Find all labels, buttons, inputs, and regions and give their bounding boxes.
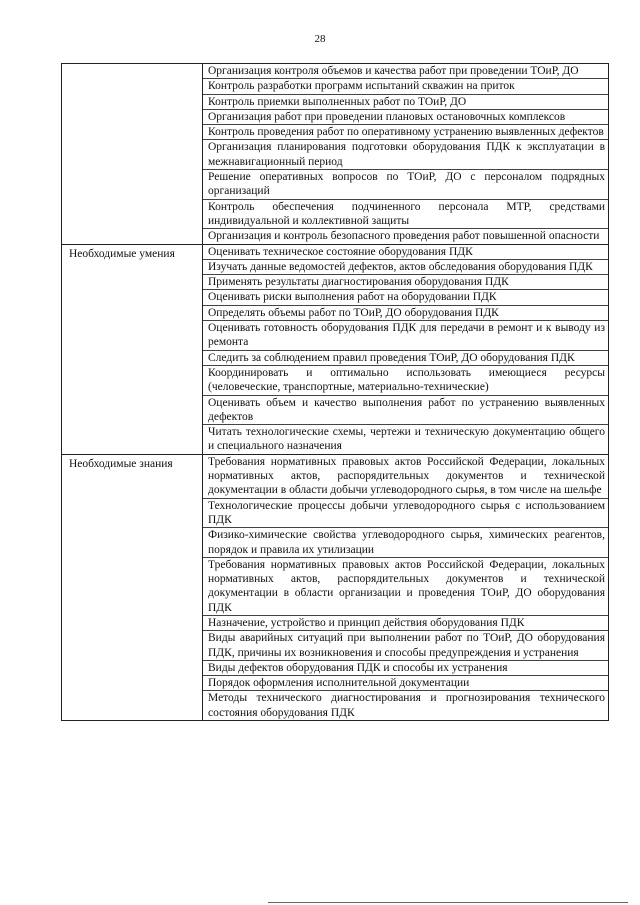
table-row: Организация работ при проведении плановых остановочных комплексов (203, 109, 608, 124)
table-row: Оценивать риски выполнения работ на оборудовании ПДК (203, 289, 608, 304)
table-row: Решение оперативных вопросов по ТОиР, ДО с персоналом подрядных организаций (203, 169, 608, 199)
table-row: Определять объемы работ по ТОиР, ДО оборудования ПДК (203, 305, 608, 320)
table-row: Контроль проведения работ по оперативному устранению выявленных дефектов (203, 124, 608, 139)
table-row: Назначение, устройство и принцип действия оборудования ПДК (203, 615, 608, 630)
competency-table (61, 63, 609, 721)
table-row: Следить за соблюдением правил проведения ТОиР, ДО оборудования ПДК (203, 350, 608, 365)
section-items (203, 455, 608, 720)
section-label (62, 64, 203, 244)
table-row: Методы технического диагностирования и прогнозирования технического состояния оборудования ПДК (203, 690, 608, 720)
section-labor-actions (62, 64, 608, 244)
table-row: Контроль обеспечения подчиненного персонала МТР, средствами индивидуальной и коллективной защиты (203, 199, 608, 229)
table-row: Организация и контроль безопасного проведения работ повышенной опасности (203, 228, 608, 243)
table-row: Порядок оформления исполнительной документации (203, 675, 608, 690)
section-required-skills (62, 244, 608, 454)
table-row: Оценивать готовность оборудования ПДК для передачи в ремонт и к выводу из ремонта (203, 320, 608, 350)
table-row: Читать технологические схемы, чертежи и техническую документацию общего и специального назначения (203, 424, 608, 454)
section-label: Необходимые знания (62, 455, 203, 720)
table-row: Физико-химические свойства углеводородного сырья, химических реагентов, порядок и правила их утилизации (203, 527, 608, 557)
section-items (203, 64, 608, 244)
section-label: Необходимые умения (62, 245, 203, 454)
page-number: 28 (314, 33, 326, 45)
table-row: Виды дефектов оборудования ПДК и способы их устранения (203, 660, 608, 675)
table-row: Контроль приемки выполненных работ по ТОиР, ДО (203, 94, 608, 109)
table-row: Виды аварийных ситуаций при выполнении работ по ТОиР, ДО оборудования ПДК, причины их возникновения и способы предупреждения и устранения (203, 630, 608, 660)
table-row: Координировать и оптимально использовать имеющиеся ресурсы (человеческие, транспортные, материально-технические) (203, 365, 608, 395)
table-row: Организация планирования подготовки оборудования ПДК к эксплуатации в межнавигационный период (203, 139, 608, 169)
table-row: Применять результаты диагностирования оборудования ПДК (203, 274, 608, 289)
table-row: Контроль разработки программ испытаний скважин на приток (203, 78, 608, 93)
table-row: Оценивать объем и качество выполнения работ по устранению выявленных дефектов (203, 395, 608, 425)
table-row: Требования нормативных правовых актов Российской Федерации, локальных нормативных актов, распорядительных документов и технической документации в области организации и проведения ТОиР, ДО оборудования ПДК (203, 557, 608, 615)
table-row: Требования нормативных правовых актов Российской Федерации, локальных нормативных актов, распорядительных документов и технической документации в области добычи углеводородного сырья, в том числе на шельфе (208, 455, 605, 497)
table-row: Изучать данные ведомостей дефектов, актов обследования оборудования ПДК (203, 259, 608, 274)
section-items (203, 245, 608, 454)
table-row: Технологические процессы добычи углеводородного сырья с использованием ПДК (203, 498, 608, 528)
table-row: Организация контроля объемов и качества работ при проведении ТОиР, ДО (208, 65, 579, 77)
section-required-knowledge (62, 454, 608, 720)
table-row: Оценивать техническое состояние оборудования ПДК (208, 245, 473, 258)
page-bottom-rule (268, 902, 628, 903)
